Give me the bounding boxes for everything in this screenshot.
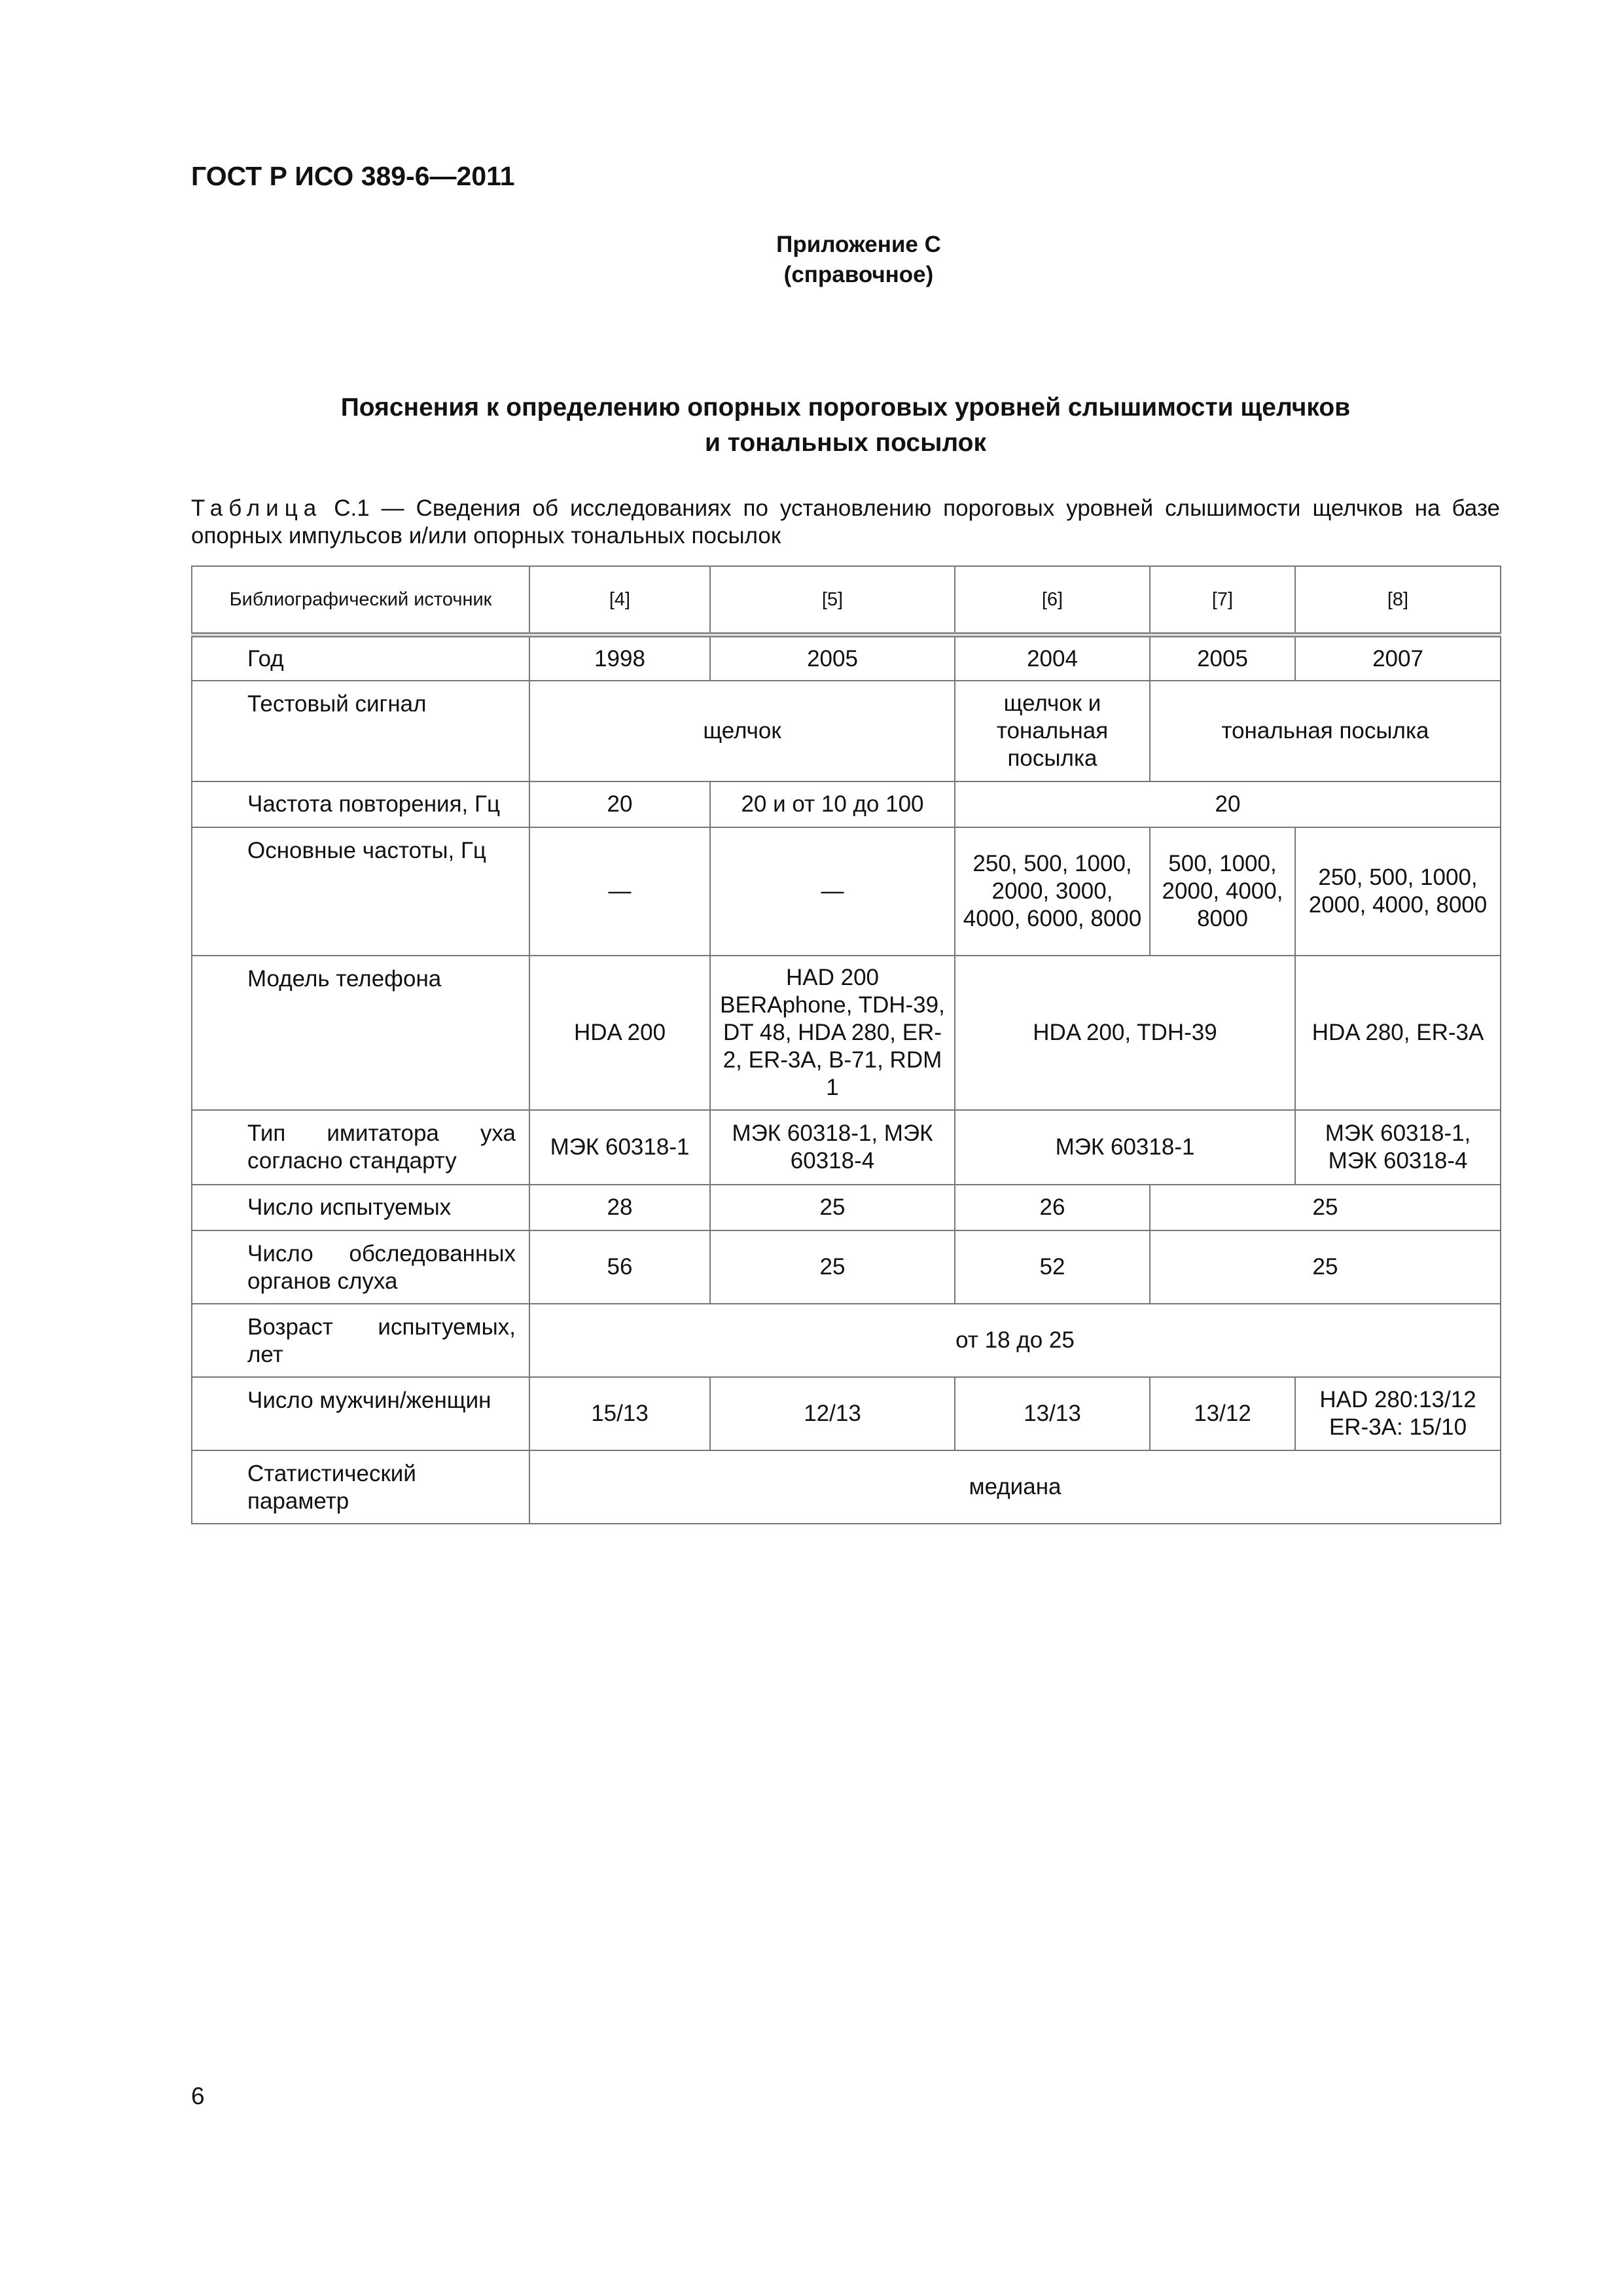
table-cell: 28 (529, 1185, 710, 1230)
table-header-row (192, 566, 1501, 635)
row-label: Частота повторения, Гц (192, 781, 529, 827)
header-cell: Библиографический источник (192, 566, 529, 635)
data-table (191, 565, 1501, 1524)
table-cell: 2005 (710, 635, 955, 681)
table-cell: 56 (529, 1230, 710, 1304)
row-label: Год (192, 635, 529, 681)
table-row (192, 1304, 1501, 1377)
annex-type: (справочное) (783, 262, 934, 287)
table-cell: 1998 (529, 635, 710, 681)
table-cell: 52 (955, 1230, 1150, 1304)
header-cell: [5] (710, 566, 955, 635)
table-cell: 250, 500, 1000, 2000, 4000, 8000 (1295, 827, 1501, 956)
header-cell: [4] (529, 566, 710, 635)
page-number: 6 (191, 2083, 205, 2109)
table-cell: 12/13 (710, 1377, 955, 1450)
table-cell: МЭК 60318-1, МЭК 60318-4 (1295, 1110, 1501, 1185)
header-cell: [8] (1295, 566, 1501, 635)
table-cell: 500, 1000, 2000, 4000, 8000 (1150, 827, 1295, 956)
table-cell: 25 (1150, 1230, 1501, 1304)
table-row (192, 1450, 1501, 1524)
table-cell: от 18 до 25 (529, 1304, 1501, 1377)
table-cell: медиана (529, 1450, 1501, 1524)
table-cell: HAD 200 BERAphone, TDH-39, DT 48, HDA 280, ER-2, ER-3A, B-71, RDM 1 (710, 956, 955, 1110)
table-cell: HDA 200, TDH-39 (955, 956, 1295, 1110)
table-cell: 25 (1150, 1185, 1501, 1230)
table-caption-prefix: Таблица (191, 495, 323, 521)
table-cell: щелчок (529, 681, 955, 781)
section-title-line2: и тональных посылок (704, 429, 987, 457)
table-row (192, 956, 1501, 1110)
table-cell: HAD 280:13/12 ER-3A: 15/10 (1295, 1377, 1501, 1450)
table-caption (191, 495, 1500, 550)
table-row (192, 1377, 1501, 1450)
table-cell: 2004 (955, 635, 1150, 681)
table-row (192, 781, 1501, 827)
table-row (192, 635, 1501, 681)
row-label: Статистический параметр (192, 1450, 529, 1524)
header-cell: [6] (955, 566, 1150, 635)
row-label: Возраст испытуемых, лет (192, 1304, 529, 1377)
row-label: Модель телефона (192, 956, 529, 1110)
table-cell: 13/13 (955, 1377, 1150, 1450)
row-label: Число обследованных органов слуха (192, 1230, 529, 1304)
table-cell: HDA 200 (529, 956, 710, 1110)
section-title-line1: Пояснения к определению опорных пороговых уровней слышимости щелчков (340, 393, 1351, 422)
row-label: Тип имитатора уха согласно стандарту (192, 1110, 529, 1185)
table-cell: МЭК 60318-1, МЭК 60318-4 (710, 1110, 955, 1185)
table-cell: 15/13 (529, 1377, 710, 1450)
table-row (192, 1110, 1501, 1185)
table-cell: — (710, 827, 955, 956)
table-cell: МЭК 60318-1 (955, 1110, 1295, 1185)
table-cell: 2005 (1150, 635, 1295, 681)
row-label: Основные частоты, Гц (192, 827, 529, 956)
table-cell: 250, 500, 1000, 2000, 3000, 4000, 6000, 8000 (955, 827, 1150, 956)
table-cell: 20 и от 10 до 100 (710, 781, 955, 827)
table-cell: 20 (955, 781, 1501, 827)
table-cell: — (529, 827, 710, 956)
document-header: ГОСТ Р ИСО 389-6—2011 (191, 161, 515, 191)
table-row (192, 681, 1501, 781)
table-cell: 20 (529, 781, 710, 827)
row-label: Число мужчин/женщин (192, 1377, 529, 1450)
table-row (192, 1185, 1501, 1230)
table-cell: тональная посылка (1150, 681, 1501, 781)
table-row (192, 1230, 1501, 1304)
table-cell: МЭК 60318-1 (529, 1110, 710, 1185)
table-row (192, 827, 1501, 956)
annex-title: Приложение С (776, 232, 941, 257)
table-cell: 25 (710, 1185, 955, 1230)
table-caption-text: С.1 — Сведения об исследованиях по установлению пороговых уровней слышимости щелчков на базе опорных импульсов и/или опорных тональных посылок (191, 495, 1500, 548)
table-cell: HDA 280, ER-3A (1295, 956, 1501, 1110)
table-cell: щелчок и тональная посылка (955, 681, 1150, 781)
table-cell: 26 (955, 1185, 1150, 1230)
table-cell: 25 (710, 1230, 955, 1304)
table-cell: 13/12 (1150, 1377, 1295, 1450)
row-label: Число испытуемых (192, 1185, 529, 1230)
table-cell: 2007 (1295, 635, 1501, 681)
row-label: Тестовый сигнал (192, 681, 529, 781)
header-cell: [7] (1150, 566, 1295, 635)
